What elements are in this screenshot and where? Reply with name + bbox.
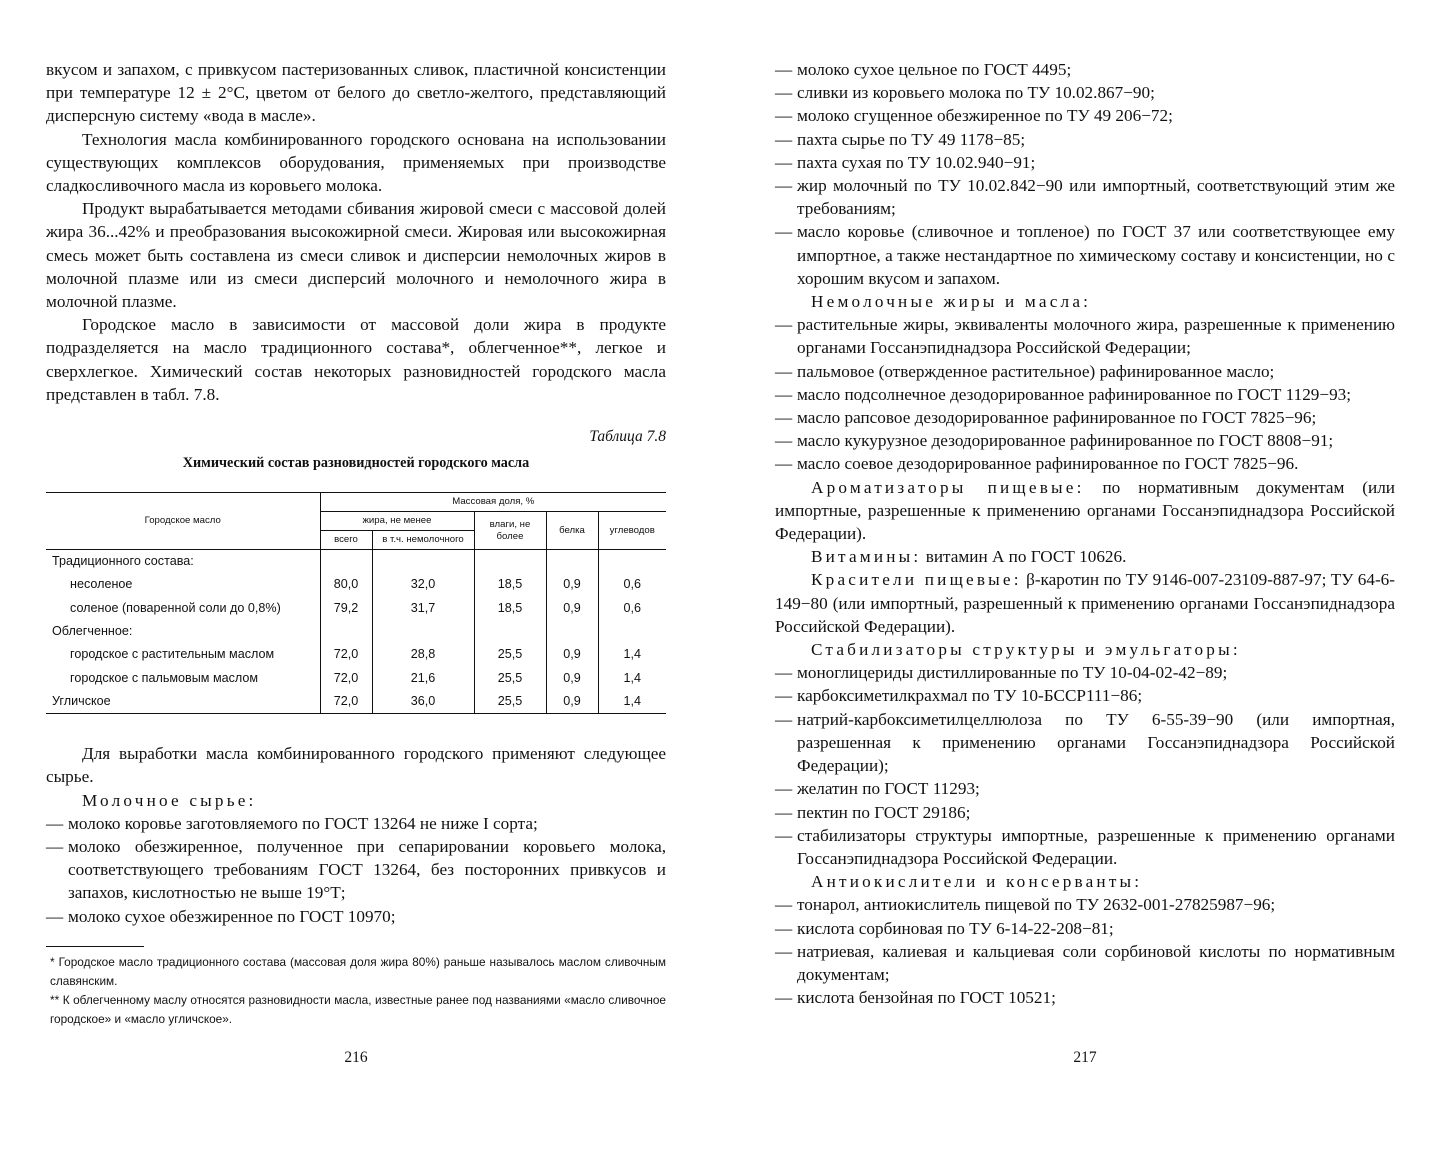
row-name: несоленое	[70, 577, 133, 592]
cell-total: 79,2	[320, 597, 372, 620]
row-name: городское с пальмовым маслом	[70, 670, 259, 685]
cell-total: 72,0	[320, 643, 372, 666]
list-item: — масло подсолнечное дезодорированное рафинированное по ГОСТ 1129−93;	[775, 383, 1395, 406]
section-title-antioxidants: Антиокислители и консерванты:	[811, 872, 1143, 892]
row-name: Угличское	[46, 690, 320, 714]
cell-nonmilk: 21,6	[372, 667, 474, 690]
cell-nonmilk: 28,8	[372, 643, 474, 666]
list-item: — растительные жиры, эквиваленты молочного жира, разрешенные к применению органами Госсанэпиднадзора Российской Федерации;	[775, 313, 1395, 359]
list-item: — карбоксиметилкрахмал по ТУ 10-БССР111−86;	[775, 684, 1395, 707]
cell-nonmilk: 32,0	[372, 573, 474, 596]
cell-nonmilk: 31,7	[372, 597, 474, 620]
table-row	[46, 667, 666, 690]
list-item: — стабилизаторы структуры импортные, разрешенные к применению органами Госсанэпиднадзора Российской Федерации.	[775, 824, 1395, 870]
col-header-mass: Массовая доля, %	[320, 493, 666, 512]
colors-label: Красители пищевые:	[811, 570, 1022, 590]
footnotes	[46, 946, 666, 1029]
col-header-total: всего	[320, 531, 372, 550]
section-title-nonmilk: Немолочные жиры и масла:	[811, 292, 1092, 312]
cell-water: 18,5	[474, 597, 546, 620]
section-title-milk: Молочное сырье:	[82, 790, 257, 810]
cell-water: 25,5	[474, 667, 546, 690]
paragraph: Технология масла комбинированного городского основана на использовании существующих комплексов оборудования, применяемых при производстве сладкосливочного масла из коровьего молока.	[46, 129, 666, 196]
flavor-text: по нормативным документам (или импортные, разрешенные к применению органами Госсанэпиднадзора Российской Федерации).	[775, 477, 1395, 544]
list-item: — моноглицериды дистиллированные по ТУ 10-04-02-42−89;	[775, 661, 1395, 684]
footnote: ** К облегченному маслу относятся разновидности масла, известные ранее под названиями «масло сливочное городское» и «масло угличское».	[50, 993, 666, 1026]
footnote: * Городское масло традиционного состава (массовая доля жира 80%) раньше называлось маслом сливочным славянским.	[50, 955, 666, 988]
composition-table	[46, 492, 666, 714]
table-row	[46, 643, 666, 666]
list-item: — молоко коровье заготовляемого по ГОСТ 13264 не ниже I сорта;	[46, 812, 666, 835]
col-header-protein: белка	[546, 512, 598, 550]
cell-protein: 0,9	[546, 667, 598, 690]
cell-carbs: 0,6	[598, 573, 666, 596]
list-item: — масло коровье (сливочное и топленое) по ГОСТ 37 или соответствующее ему импортное, а также нестандартное по химическому составу и консистенции, но с хорошим вкусом и запахом.	[775, 220, 1395, 290]
paragraph: Городское масло в зависимости от массовой доли жира в продукте подразделяется на масло традиционного состава*, облегченное**, легкое и сверхлегкое. Химический состав некоторых разновидностей городского масла представлен в табл. 7.8.	[46, 315, 666, 404]
cell-carbs: 1,4	[598, 690, 666, 714]
cell-total: 72,0	[320, 667, 372, 690]
group-label: Облегченное:	[52, 624, 133, 639]
list-item: — кислота бензойная по ГОСТ 10521;	[775, 986, 1395, 1009]
table-title: Химический состав разновидностей городского масла	[182, 455, 530, 472]
vitamins-text: витамин А по ГОСТ 10626.	[921, 547, 1127, 567]
paragraph: Для выработки масла комбинированного городского применяют следующее сырье.	[46, 744, 666, 787]
col-header-fat: жира, не менее	[320, 512, 474, 531]
cell-total: 72,0	[320, 690, 372, 714]
table-group-row	[46, 620, 666, 643]
list-item: — масло соевое дезодорированное рафинированное по ГОСТ 7825−96.	[775, 452, 1395, 475]
group-label: Традиционного состава:	[52, 554, 194, 569]
cell-carbs: 1,4	[598, 667, 666, 690]
list-item: — пальмовое (отвержденное растительное) рафинированное масло;	[775, 360, 1395, 383]
list-item: — масло рапсовое дезодорированное рафинированное по ГОСТ 7825−96;	[775, 406, 1395, 429]
list-item: — кислота сорбиновая по ТУ 6-14-22-208−81;	[775, 917, 1395, 940]
list-item: — натрий-карбоксиметилцеллюлоза по ТУ 6-55-39−90 (или импортная, разрешенная к применению органами Госсанэпиднадзора Российской Федерации);	[775, 708, 1395, 778]
list-item: — тонарол, антиокислитель пищевой по ТУ 2632-001-27825987−96;	[775, 893, 1395, 916]
footnote-rule	[46, 946, 144, 947]
cell-protein: 0,9	[546, 690, 598, 714]
row-name: соленое (поваренной соли до 0,8%)	[70, 600, 281, 615]
left-page	[46, 58, 666, 1066]
cell-protein: 0,9	[546, 573, 598, 596]
table-row	[46, 573, 666, 596]
list-item: — сливки из коровьего молока по ТУ 10.02.867−90;	[775, 81, 1395, 104]
list-item: — молоко сухое цельное по ГОСТ 4495;	[775, 58, 1395, 81]
cell-nonmilk: 36,0	[372, 690, 474, 714]
list-item: — молоко сухое обезжиренное по ГОСТ 10970;	[46, 905, 666, 928]
list-item: — пахта сухая по ТУ 10.02.940−91;	[775, 151, 1395, 174]
cell-water: 25,5	[474, 690, 546, 714]
colors-text: β-каротин по ТУ 9146-007-23109-887-97; ТУ 64-6-149−80 (или импортный, разрешенный к применению органами Госсанэпиднадзора Российской Федерации).	[775, 570, 1395, 636]
cell-protein: 0,9	[546, 643, 598, 666]
page-number: 217	[1073, 1049, 1097, 1066]
col-header-water: влаги, не более	[474, 512, 546, 550]
cell-water: 18,5	[474, 573, 546, 596]
row-name: городское с растительным маслом	[70, 647, 275, 662]
section-title-stabilizers: Стабилизаторы структуры и эмульгаторы:	[811, 640, 1241, 660]
cell-water: 25,5	[474, 643, 546, 666]
vitamins-label: Витамины:	[811, 547, 922, 567]
table-row	[46, 597, 666, 620]
list-item: — натриевая, калиевая и кальциевая соли сорбиновой кислоты по нормативным документам;	[775, 940, 1395, 986]
col-header-carbs: углеводов	[598, 512, 666, 550]
list-item: — желатин по ГОСТ 11293;	[775, 777, 1395, 800]
list-item: — масло кукурузное дезодорированное рафинированное по ГОСТ 8808−91;	[775, 429, 1395, 452]
table-row	[46, 690, 666, 714]
right-page	[775, 58, 1395, 1066]
list-item: — жир молочный по ТУ 10.02.842−90 или импортный, соответствующий этим же требованиям;	[775, 174, 1395, 220]
list-item: — молоко сгущенное обезжиренное по ТУ 49 206−72;	[775, 104, 1395, 127]
cell-protein: 0,9	[546, 597, 598, 620]
page-number: 216	[344, 1049, 368, 1066]
col-header-nonmilk: в т.ч. немолочного	[372, 531, 474, 550]
paragraph: Продукт вырабатывается методами сбивания жировой смеси с массовой долей жира 36...42% и преобразования высокожирной смеси. Жировая или высокожирная смесь может быть составлена из смеси сливок и дисперсии немолочных жиров в молочной плазме или из смеси дисперсий молочного и немолочного жира в молочной плазме.	[46, 199, 666, 312]
cell-carbs: 1,4	[598, 643, 666, 666]
table-group-row	[46, 550, 666, 574]
col-header-name: Городское масло	[46, 493, 320, 550]
cell-carbs: 0,6	[598, 597, 666, 620]
paragraph: вкусом и запахом, с привкусом пастеризованных сливок, пластичной консистенции при температуре 12 ± 2°С, цветом от белого до светло-желтого, представляющий дисперсную систему «вода в масле».	[46, 60, 666, 126]
flavor-label: Ароматизаторы пищевые:	[811, 477, 1085, 497]
flavor-paragraph	[775, 476, 1395, 546]
table-caption: Таблица 7.8	[589, 428, 666, 446]
list-item: — пектин по ГОСТ 29186;	[775, 801, 1395, 824]
cell-total: 80,0	[320, 573, 372, 596]
vitamins-paragraph	[775, 545, 1395, 568]
list-item: — пахта сырье по ТУ 49 1178−85;	[775, 128, 1395, 151]
list-item: — молоко обезжиренное, полученное при сепарировании коровьего молока, соответствующего требованиям ГОСТ 13264, без посторонних привкусов и запахов, кислотностью не выше 19°Т;	[46, 835, 666, 905]
colors-paragraph	[775, 568, 1395, 638]
